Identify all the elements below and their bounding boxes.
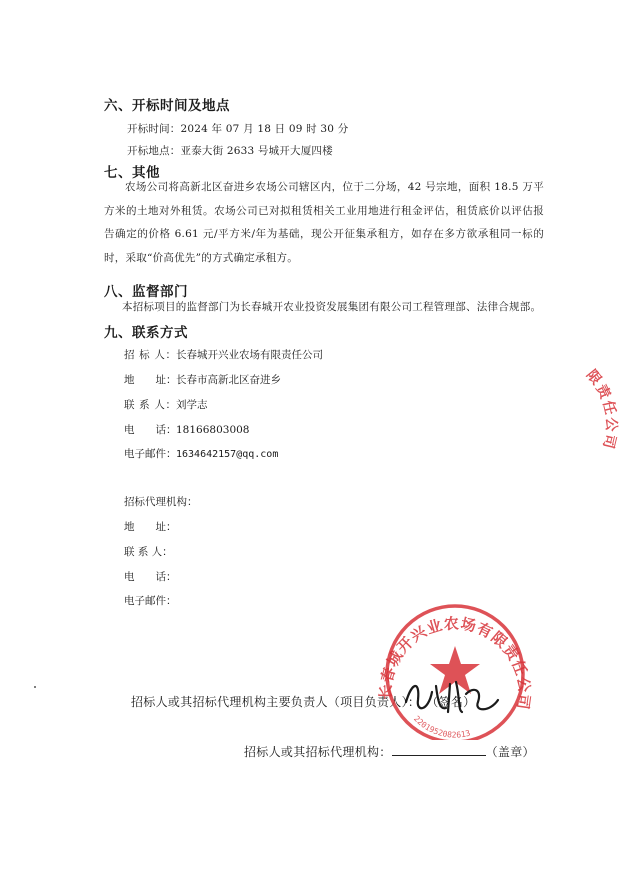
agency-phone-row [124,569,177,584]
partial-edge-seal [560,360,635,490]
seal-suffix: （盖章） [485,745,535,759]
section-heading-other: 七、其他 [104,165,160,181]
agency-contact-label: 联 系 人： [124,546,173,558]
tenderer-contact-row [124,397,208,412]
scan-dot [34,686,36,688]
other-paragraph: 农场公司将高新北区奋进乡农场公司辖区内，位于二分场，42 号宗地，面积 18.5 万平方米的土地对外租赁。农场公司已对拟租赁相关工业用地进行租金评估，租赁底价以评估报告确定的价格 6.61 元/平方米/年为基础，现公开征集承租方，如存在多方欲承租同一标的时，采取“价高优先”的方式确定承租方。 [104,181,544,264]
agency-address-label: 地 址： [124,521,177,533]
tenderer-contact-label: 联 系 人： [124,399,176,411]
agency-unit-label: 招标代理机构： [124,496,198,508]
tenderer-unit-row [124,347,323,362]
agency-unit-row [124,494,198,509]
responsible-person-label: 招标人或其招标代理机构主要负责人（项目负责人）： [131,695,421,709]
svg-text:限责任公司 [583,367,619,453]
tenderer-address-label: 地 址： [124,374,177,386]
handwritten-signature [400,672,510,720]
tenderer-email-row [124,446,278,461]
tenderer-phone-row [124,422,250,437]
tenderer-address-row [124,372,281,387]
opening-time-value: 2024 年 07 月 18 日 09 时 30 分 [180,123,349,135]
seal-line-label: 招标人或其招标代理机构： [244,745,392,759]
agency-phone-label: 电 话： [124,571,177,583]
seal-arc-text: 长春城开兴业农场有限责任公司 [376,614,534,712]
tenderer-unit-value: 长春城开兴业农场有限责任公司 [176,349,323,361]
supervision-paragraph: 本招标项目的监督部门为长春城开农业投资发展集团有限公司工程管理部、法律合规部。 [122,301,542,313]
opening-time [127,121,348,136]
tenderer-email-label: 电子邮件： [124,448,177,460]
agency-address-row [124,519,177,534]
opening-place-value: 亚泰大街 2633 号城开大厦四楼 [180,145,333,157]
section-heading-supervision: 八、监督部门 [104,284,188,300]
opening-time-label: 开标时间： [127,123,181,135]
seal-line [244,743,535,760]
seal-code-text: 2201952082613 [411,714,472,740]
opening-place [127,143,333,158]
seal-blank [392,743,486,756]
tenderer-address-value: 长春市高新北区奋进乡 [176,374,281,386]
tenderer-phone-label: 电 话： [124,424,177,436]
agency-contact-row [124,544,173,559]
tenderer-unit-label: 招 标 人： [124,349,176,361]
agency-email-label: 电子邮件： [124,595,177,607]
tenderer-contact-value: 刘学志 [176,399,208,411]
signature-suffix: （签名） [426,695,476,709]
edge-seal-text: 限责任公司 [582,367,619,452]
agency-email-row [124,593,177,608]
tenderer-email-value: 1634642157@qq.com [176,449,279,460]
opening-place-label: 开标地点： [127,145,181,157]
section-heading-contact: 九、联系方式 [104,325,188,341]
section-heading-opening: 六、开标时间及地点 [104,98,230,114]
tenderer-phone-value: 18166803008 [176,424,250,436]
